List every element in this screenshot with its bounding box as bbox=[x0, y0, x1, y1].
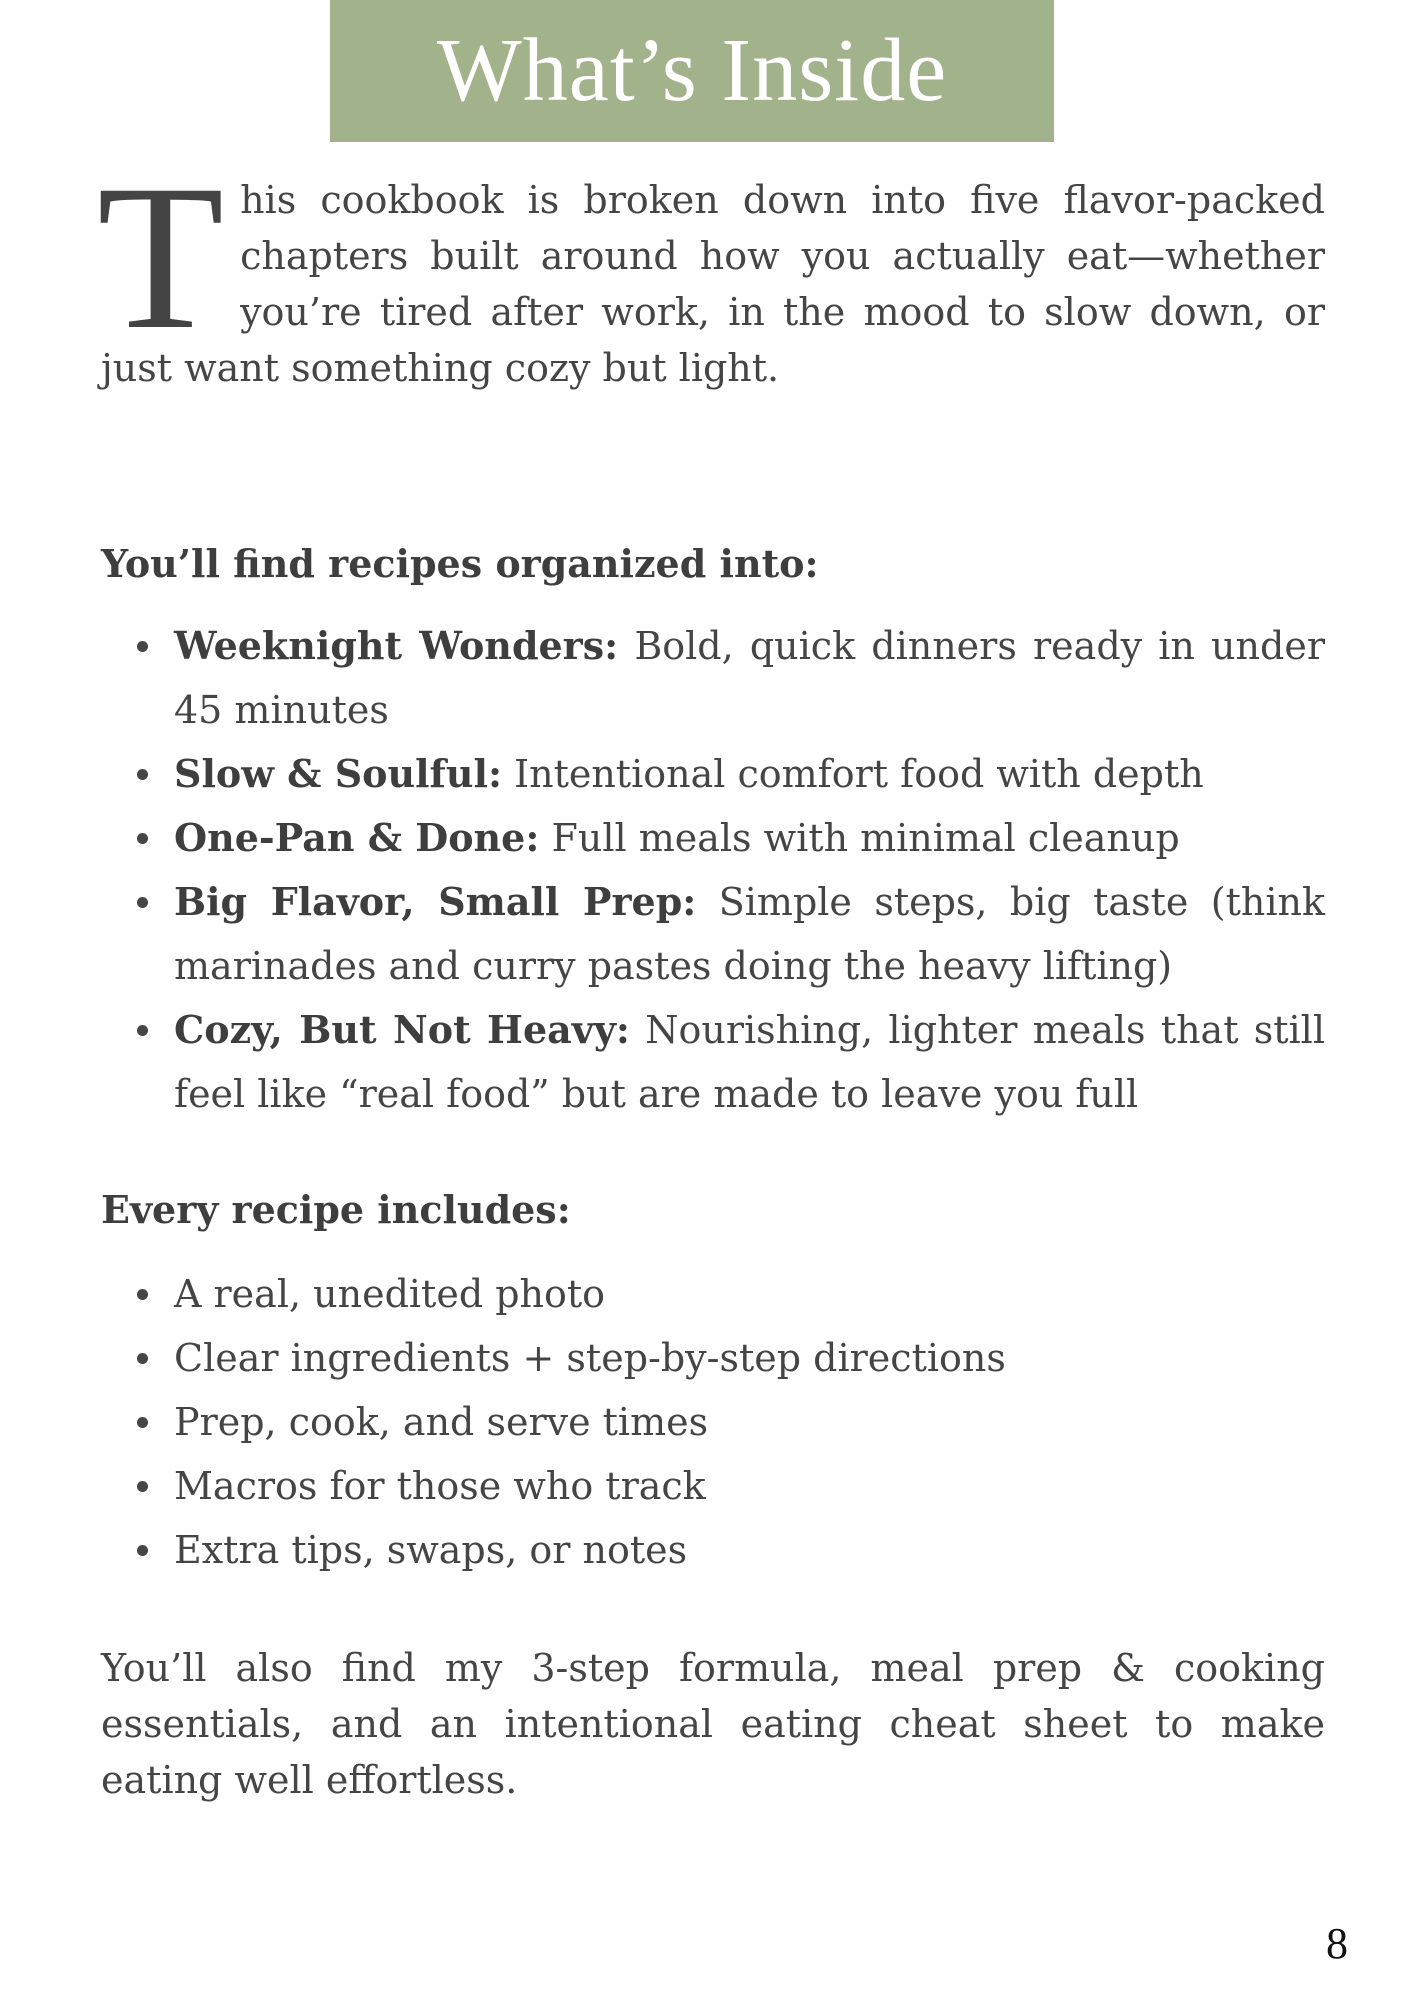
list-item bbox=[101, 998, 1325, 1126]
list-item bbox=[101, 870, 1325, 998]
include-text: A real, unedited photo bbox=[174, 1272, 606, 1316]
page-title: What’s Inside bbox=[436, 21, 948, 120]
includes-list bbox=[101, 1262, 1325, 1582]
include-text: Extra tips, swaps, or notes bbox=[174, 1528, 688, 1572]
list-item bbox=[101, 742, 1325, 806]
includes-heading: Every recipe includes: bbox=[101, 1187, 571, 1232]
list-item bbox=[101, 1262, 1325, 1326]
bullet-icon bbox=[137, 769, 148, 780]
list-item bbox=[101, 1454, 1325, 1518]
chapter-desc: Nourishing, lighter meals that still feel like “real food” but are made to leave you full bbox=[174, 1008, 1325, 1116]
bullet-icon bbox=[137, 1545, 148, 1556]
chapter-desc: Intentional comfort food with depth bbox=[514, 752, 1204, 796]
bullet-icon bbox=[137, 641, 148, 652]
intro-paragraph bbox=[97, 142, 1325, 396]
closing-paragraph: You’ll also find my 3-step formula, meal prep & cooking essentials, and an intentional eating cheat sheet to make eating well effortless. bbox=[101, 1646, 1325, 1802]
bullet-icon bbox=[137, 1417, 148, 1428]
include-text: Clear ingredients + step-by-step directions bbox=[174, 1336, 1006, 1380]
page-number: 8 bbox=[1326, 1919, 1348, 1968]
chapter-term: Big Flavor, Small Prep: bbox=[174, 879, 697, 924]
drop-cap: T bbox=[97, 142, 225, 372]
bullet-icon bbox=[137, 1289, 148, 1300]
chapter-term: One-Pan & Done: bbox=[174, 815, 540, 860]
list-item bbox=[101, 614, 1325, 742]
include-text: Macros for those who track bbox=[174, 1464, 706, 1508]
include-text: Prep, cook, and serve times bbox=[174, 1400, 709, 1444]
list-item bbox=[101, 806, 1325, 870]
chapter-term: Slow & Soulful: bbox=[174, 751, 502, 796]
intro-text: his cookbook is broken down into five flavor-packed chapters built around how you actually eat—whether you’re tired after work, in the mood to slow down, or just want something cozy but light. bbox=[101, 178, 1325, 390]
title-banner bbox=[330, 0, 1054, 142]
chapter-term: Cozy, But Not Heavy: bbox=[174, 1007, 630, 1052]
bullet-icon bbox=[137, 1025, 148, 1036]
chapters-list bbox=[101, 614, 1325, 1126]
list-item bbox=[101, 1518, 1325, 1582]
chapters-heading: You’ll find recipes organized into: bbox=[101, 541, 819, 586]
chapter-term: Weeknight Wonders: bbox=[174, 623, 619, 668]
list-item bbox=[101, 1390, 1325, 1454]
chapter-desc: Bold, quick dinners ready in under 45 minutes bbox=[174, 624, 1325, 732]
chapter-desc: Full meals with minimal cleanup bbox=[551, 816, 1180, 860]
chapter-desc: Simple steps, big taste (think marinades and curry pastes doing the heavy lifting) bbox=[174, 880, 1325, 988]
bullet-icon bbox=[137, 1353, 148, 1364]
bullet-icon bbox=[137, 1481, 148, 1492]
list-item bbox=[101, 1326, 1325, 1390]
bullet-icon bbox=[137, 897, 148, 908]
bullet-icon bbox=[137, 833, 148, 844]
